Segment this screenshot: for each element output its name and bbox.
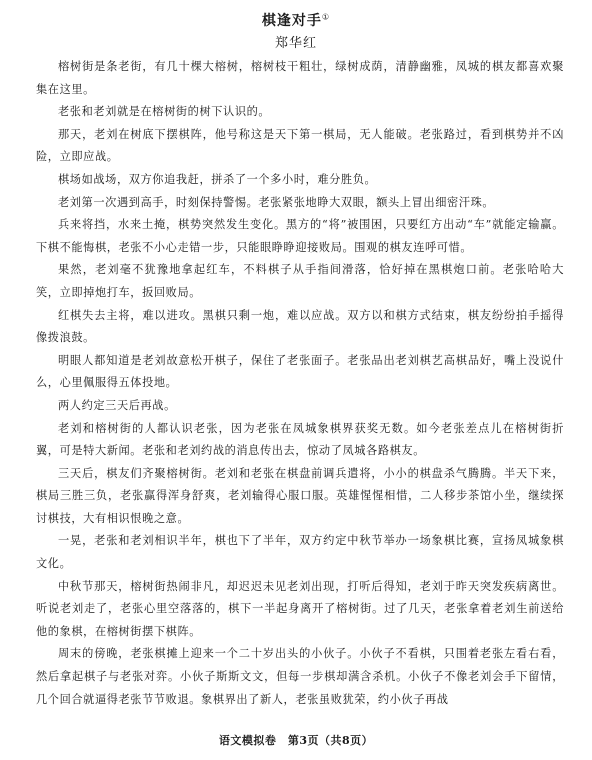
paragraph: 红棋失去主将，难以进攻。黑棋只剩一炮，难以应战。双方以和棋方式结束，棋友纷纷拍手摇得像拨浪鼓。 xyxy=(36,308,564,345)
paragraph: 老刘和榕树街的人都认识老张，因为老张在凤城象棋界获奖无数。如今老张差点儿在榕树街折翼，可是特大新闻。老张和老刘约战的消息传出去，惊动了凤城各路棋友。 xyxy=(36,421,564,458)
title-text: 棋逢对手 xyxy=(261,13,322,29)
paragraph: 周末的傍晚，老张棋摊上迎来一个二十岁出头的小伙子。小伙子不看棋，只围着老张左看右看，然后拿起棋子与老张对弈。小伙子斯斯文文，但每一步棋却满含杀机。小伙子不像老刘会手下留情，几个回合就逼得老张节节败退。象棋界出了新人，老张虽败犹荣，约小伙子再战 xyxy=(36,647,564,706)
title-footnote-marker: ① xyxy=(321,12,331,22)
paragraph: 明眼人都知道是老刘故意松开棋子，保住了老张面子。老张品出老刘棋艺高棋品好，嘴上没说什么，心里佩服得五体投地。 xyxy=(36,353,564,390)
paragraph: 两人约定三天后再战。 xyxy=(58,398,176,412)
article-body xyxy=(36,56,564,711)
paragraph: 一晃，老张和老刘相识半年，棋也下了半年，双方约定中秋节举办一场象棋比赛，宣扬凤城象棋文化。 xyxy=(36,534,564,571)
paragraph: 棋场如战场，双方你追我赶，拼杀了一个多小时，难分胜负。 xyxy=(58,172,377,186)
paragraph: 老刘第一次遇到高手，时刻保持警惕。老张紧张地睁大双眼，额头上冒出细密汗珠。 xyxy=(58,195,495,209)
page-footer: 语文模拟卷 第3页（共8页） xyxy=(218,734,374,747)
article-author: 郑华红 xyxy=(274,36,317,51)
article-title xyxy=(0,10,592,30)
paragraph: 那天，老刘在树底下摆棋阵，他号称这是天下第一棋局，无人能破。老张路过，看到棋势并不凶险，立即应战。 xyxy=(36,127,564,164)
paragraph: 兵来将挡，水来土掩，棋势突然发生变化。黑方的“将”被围困，只要红方出动“车”就能定输赢。下棋不能悔棋，老张不小心走错一步，只能眼睁睁迎接败局。围观的棋友连呼可惜。 xyxy=(36,218,564,254)
paragraph: 榕树街是条老街，有几十棵大榕树，榕树枝干粗壮，绿树成荫，清静幽雅，凤城的棋友都喜欢聚集在这里。 xyxy=(36,60,564,96)
paragraph: 三天后，棋友们齐聚榕树街。老刘和老张在棋盘前调兵遣将，小小的棋盘杀气腾腾。半天下来，棋局三胜三负，老张赢得浑身舒爽，老刘输得心服口服。英雄惺惺相惜，二人移步茶馆小坐，继续探讨棋技，大有相识恨晚之意。 xyxy=(36,466,564,525)
paragraph: 果然，老刘毫不犹豫地拿起红车，不料棋子从手指间滑落，恰好掉在黑棋炮口前。老张哈哈大笑，立即掉炮打车，扳回败局。 xyxy=(36,263,564,299)
paragraph: 中秋节那天，榕树街热闹非凡，却迟迟未见老刘出现，打听后得知，老刘于昨天突发疾病离世。听说老刘走了，老张心里空落落的，棋下一半起身离开了榕树街。过了几天，老张拿着老刘生前送给他的象棋，在榕树街摆下棋阵。 xyxy=(36,579,564,638)
paragraph: 老张和老刘就是在榕树街的树下认识的。 xyxy=(58,105,271,119)
